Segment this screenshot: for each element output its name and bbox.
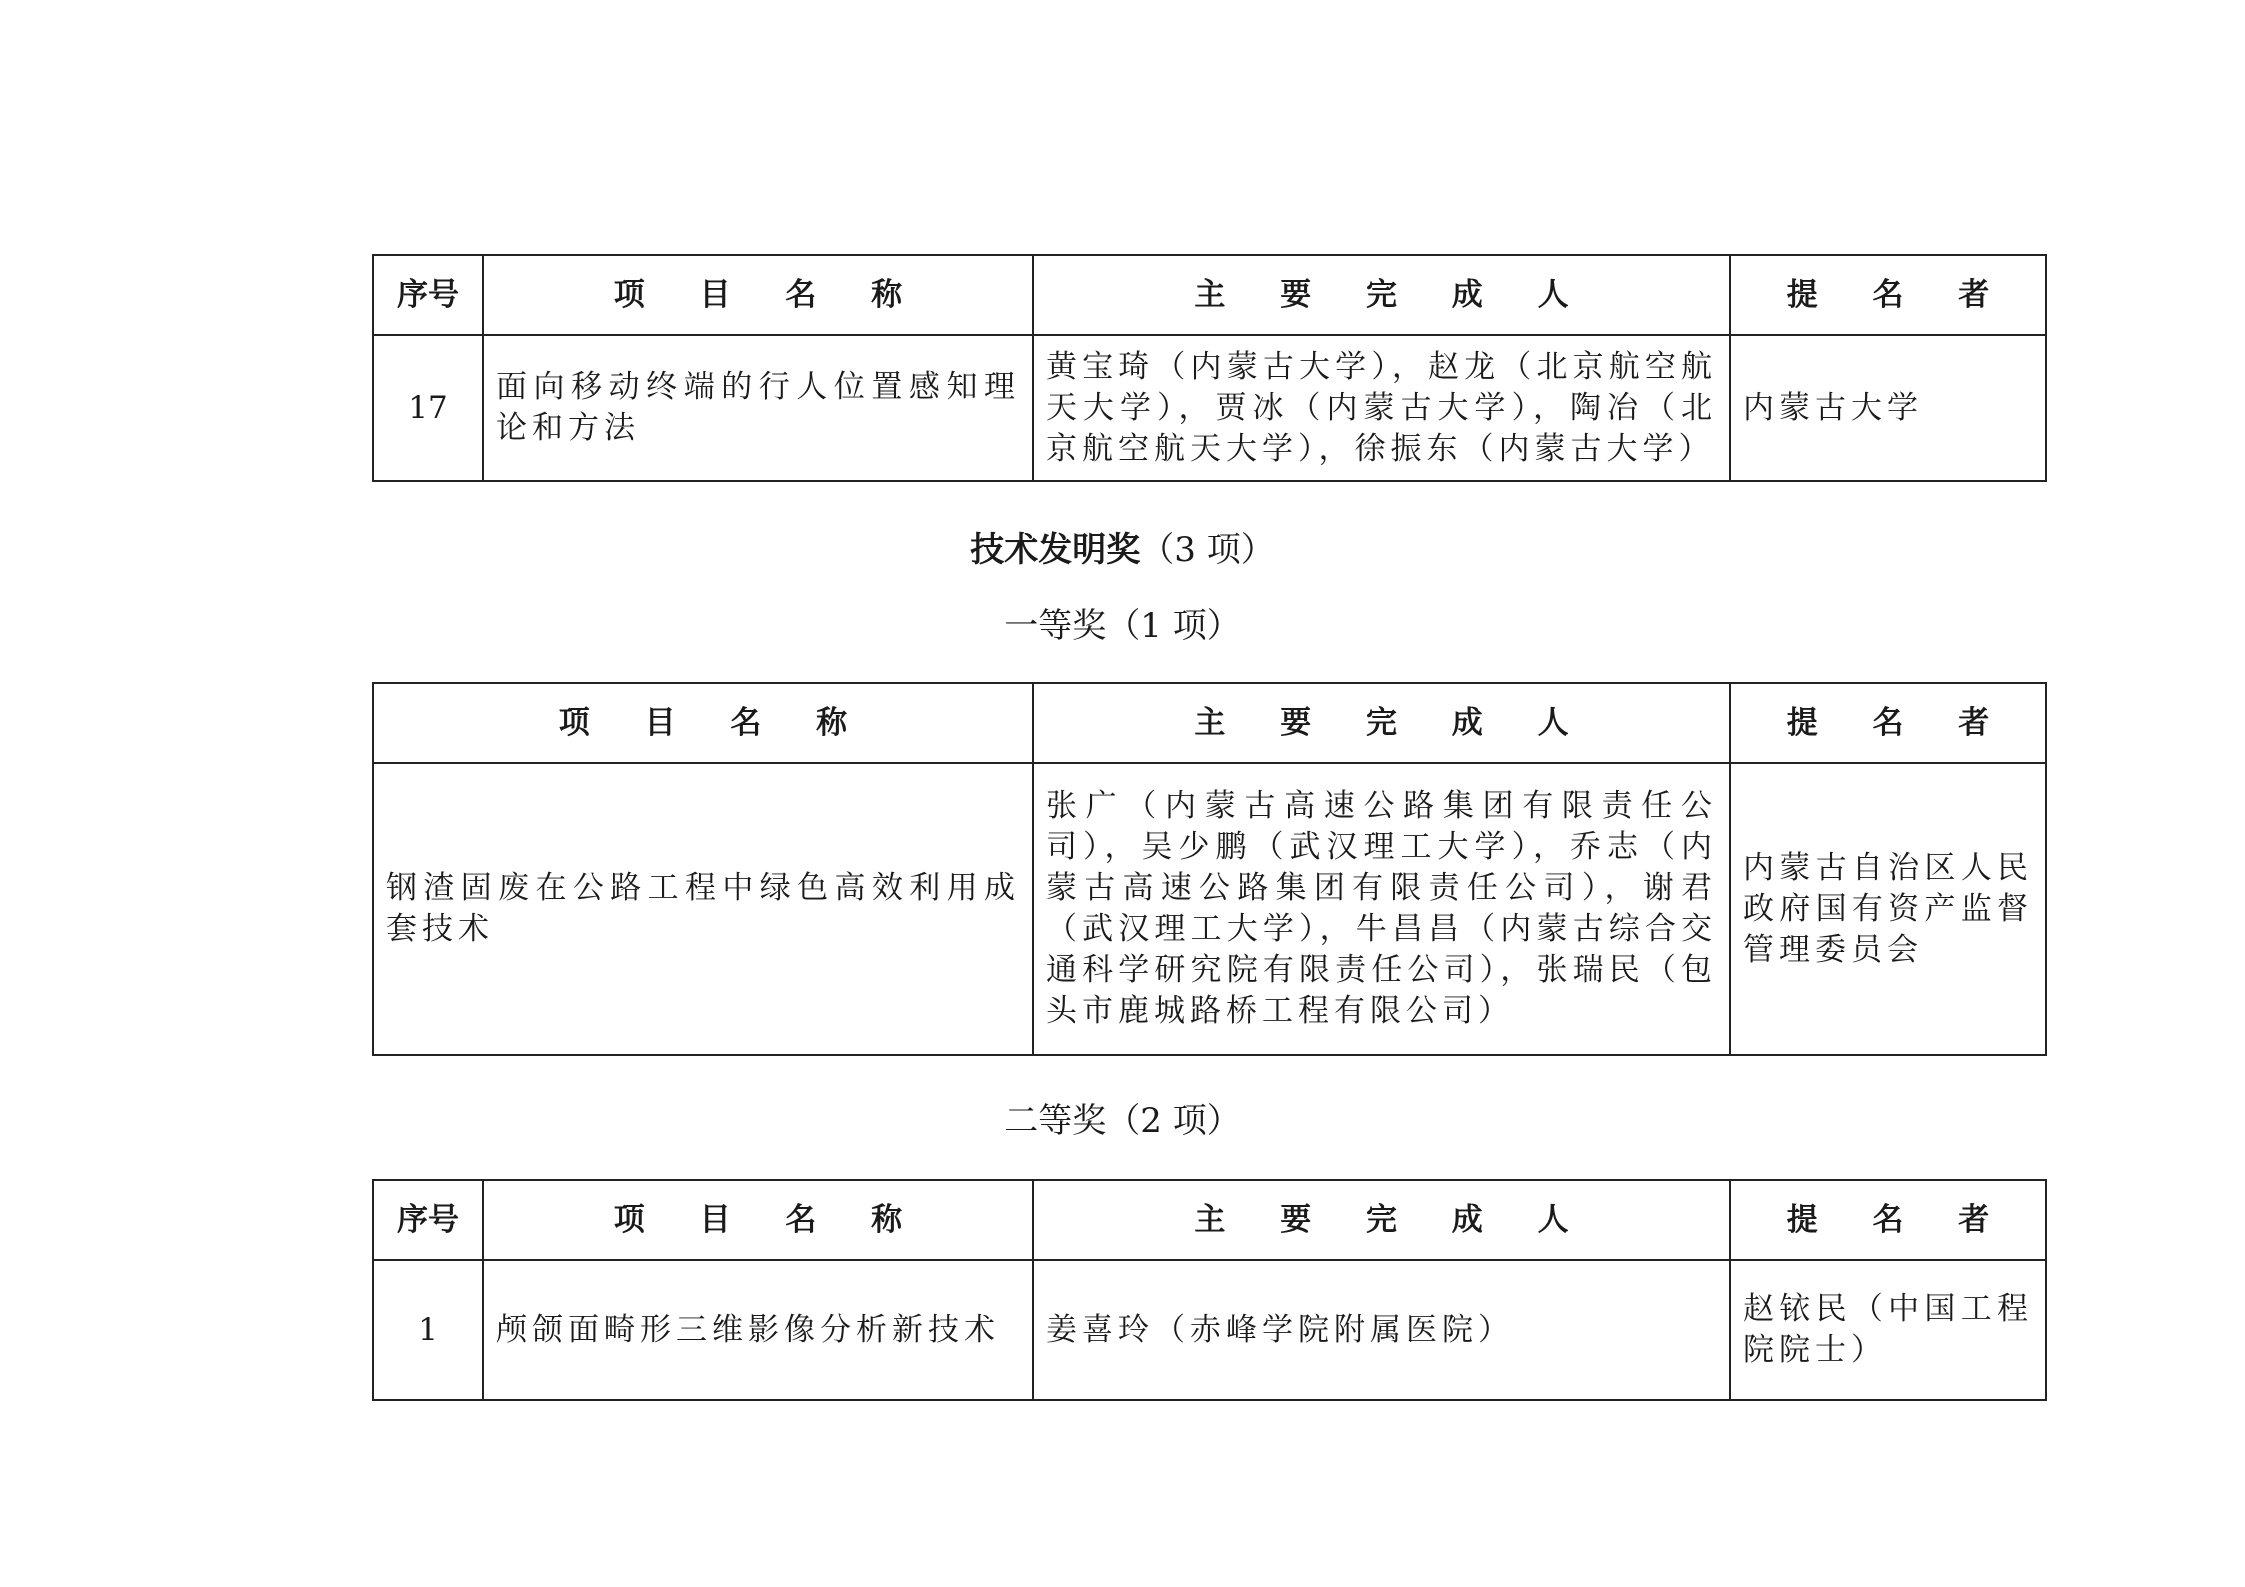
table-row [373,1260,2046,1400]
table-header-row [373,1180,2046,1260]
row-seq: 17 [373,335,483,481]
header-seq: 序号 [373,1180,483,1260]
award-table-second-prize [372,1179,2047,1401]
row-nominator: 内蒙古自治区人民政府国有资产监督管理委员会 [1730,763,2046,1055]
header-main-contributors: 主 要 完 成 人 [1033,1180,1730,1260]
first-prize-count: （1 项） [1106,606,1241,646]
header-project-name: 项 目 名 称 [483,1180,1033,1260]
row-project-name: 钢渣固废在公路工程中绿色高效利用成套技术 [373,763,1033,1055]
row-nominator: 赵铱民（中国工程院院士） [1730,1260,2046,1400]
section-count: （3 项） [1140,530,1275,570]
header-main-contributors: 主 要 完 成 人 [1033,683,1730,763]
award-table-continued [372,254,2047,482]
row-main-contributors: 姜喜玲（赤峰学院附属医院） [1033,1260,1730,1400]
header-nominator: 提 名 者 [1730,255,2046,335]
award-table-first-prize [372,682,2047,1056]
table-row [373,335,2046,481]
row-seq: 1 [373,1260,483,1400]
section-title: 技术发明奖（3 项） [970,530,1275,570]
second-prize-count: （2 项） [1106,1101,1241,1141]
header-project-name: 项 目 名 称 [483,255,1033,335]
table-header-row [373,683,2046,763]
second-prize-title: 二等奖（2 项） [1004,1101,1241,1141]
header-project-name: 项 目 名 称 [373,683,1033,763]
row-nominator: 内蒙古大学 [1730,335,2046,481]
first-prize-title: 一等奖（1 项） [1004,606,1241,646]
header-seq: 序号 [373,255,483,335]
row-main-contributors: 张广（内蒙古高速公路集团有限责任公司），吴少鹏（武汉理工大学），乔志（内蒙古高速公路集团有限责任公司），谢君（武汉理工大学），牛昌昌（内蒙古综合交通科学研究院有限责任公司），张瑞民（包头市鹿城路桥工程有限公司） [1033,763,1730,1055]
header-nominator: 提 名 者 [1730,683,2046,763]
header-nominator: 提 名 者 [1730,1180,2046,1260]
row-main-contributors: 黄宝琦（内蒙古大学），赵龙（北京航空航天大学），贾冰（内蒙古大学），陶冶（北京航空航天大学），徐振东（内蒙古大学） [1033,335,1730,481]
table-row [373,763,2046,1055]
header-main-contributors: 主 要 完 成 人 [1033,255,1730,335]
table-header-row [373,255,2046,335]
row-project-name: 面向移动终端的行人位置感知理论和方法 [483,335,1033,481]
row-project-name: 颅颌面畸形三维影像分析新技术 [483,1260,1033,1400]
